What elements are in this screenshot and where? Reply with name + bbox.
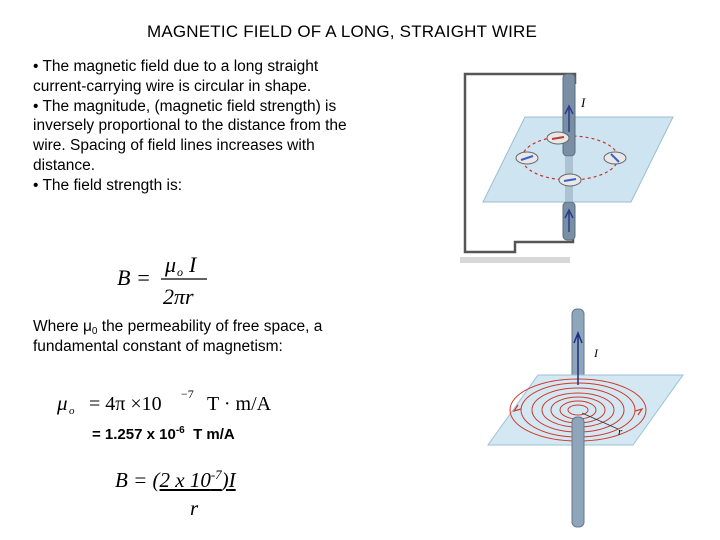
permeability-numeric: = 1.257 x $10^{-6}$ T m/A: [92, 425, 235, 443]
current-label-2: I: [594, 346, 598, 360]
formula-mu-sub: o: [177, 265, 183, 279]
field-lines-figure: [478, 305, 688, 530]
glass-plane: [483, 117, 673, 202]
mu-sub: o: [69, 405, 75, 417]
compass-figure: [455, 62, 675, 272]
current-label: I: [581, 95, 586, 110]
mu-value: = 4π ×10: [89, 393, 162, 415]
page-title: MAGNETIC FIELD OF A LONG, STRAIGHT WIRE: [146, 22, 538, 41]
mu-units: T · m/A: [207, 393, 272, 415]
compass-left: [516, 152, 538, 164]
wire-rod-bottom: [572, 417, 584, 527]
compass-top: [547, 132, 569, 144]
radius-label: r: [618, 426, 623, 438]
bullet-magnitude: • The magnitude, (magnetic field strength) is inversely proportional to the distance from the wire. Spacing of field lines increases with distance.: [33, 97, 347, 174]
compass-right: [604, 152, 626, 164]
formula-lhs: B =: [117, 265, 151, 290]
mu-exponent: −7: [181, 387, 194, 401]
final-formula: [115, 466, 275, 522]
bullet-strength: • The field strength is:: [33, 176, 183, 194]
base-block: [460, 257, 570, 263]
bullet-shape: • The magnetic field due to a long straight current-carrying wire is circular in shape.: [33, 58, 319, 95]
final-numerator: B = (2 x $10^{-7})I$: [115, 467, 236, 492]
field-strength-formula: [115, 248, 225, 310]
compass-bottom: [559, 174, 581, 186]
formula-mu: μ: [165, 252, 177, 277]
permeability-formula: [55, 386, 285, 422]
mu-symbol: μ: [57, 391, 68, 415]
bullet-list: [33, 57, 348, 196]
formula-denominator: 2πr: [163, 284, 194, 309]
formula-current: I: [189, 252, 197, 277]
final-denominator: r: [190, 496, 199, 520]
permeability-text: Where $\mu_0$ the permeability of free space, a fundamental constant of magnetism:: [33, 318, 323, 355]
